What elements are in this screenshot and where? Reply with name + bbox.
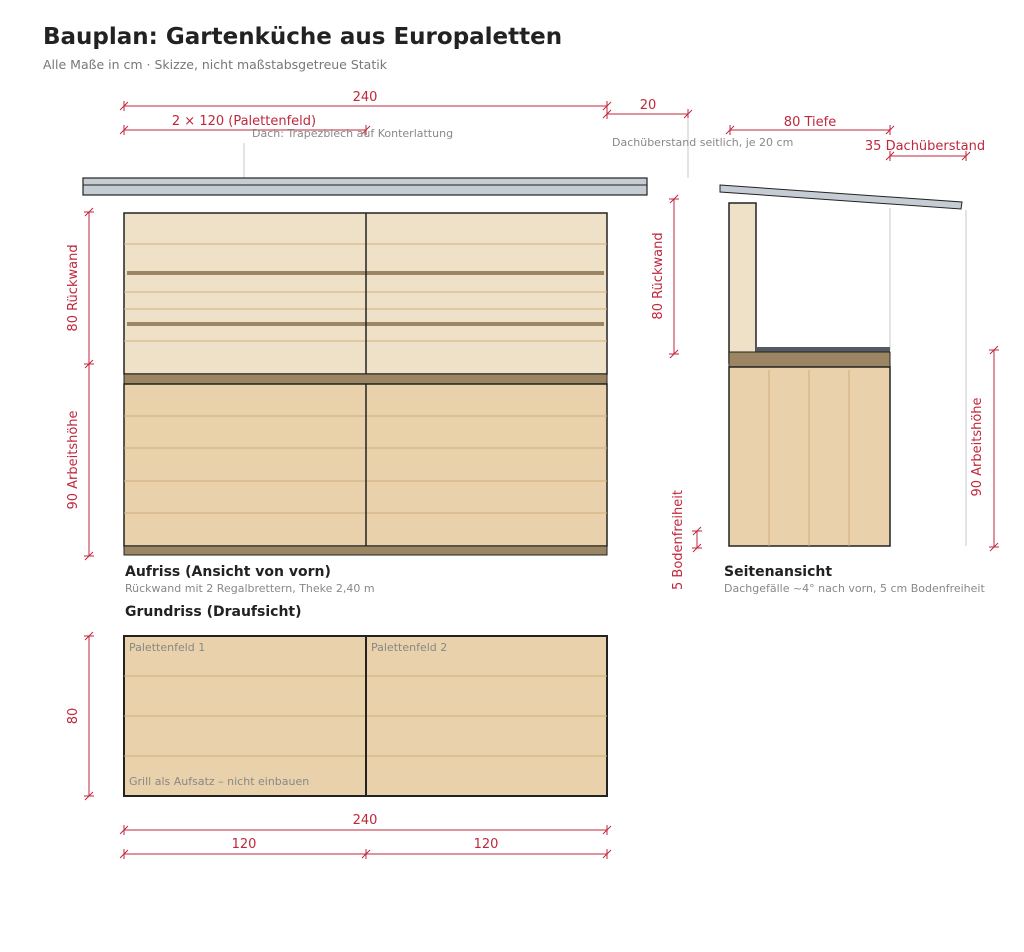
dim-front-total-label: 240 xyxy=(352,90,378,105)
side-caption-sub: Dachgefälle ~4° nach vorn, 5 cm Bodenfreiheit xyxy=(724,582,985,595)
dim-plan-half-1-label: 120 xyxy=(231,837,257,852)
plan-field-2-label: Palettenfeld 2 xyxy=(371,641,448,654)
dim-side-depth xyxy=(726,115,894,135)
dim-front-overhang xyxy=(603,98,692,119)
dim-plan-total xyxy=(120,813,611,835)
dim-side-depth-label: 80 Tiefe xyxy=(783,115,837,130)
grill-note: Grill als Aufsatz – nicht einbauen xyxy=(129,775,310,788)
front-roof xyxy=(83,178,647,195)
dim-side-work xyxy=(970,346,999,551)
dim-side-back-label: 80 Rückwand xyxy=(651,232,666,320)
dim-plan-depth-label: 80 xyxy=(66,707,81,725)
dim-plan-half-2-label: 120 xyxy=(473,837,499,852)
dim-front-work xyxy=(66,364,94,560)
plan-field-1-label: Palettenfeld 1 xyxy=(129,641,206,654)
side-counter-top xyxy=(729,352,890,367)
front-back-wall xyxy=(124,213,607,374)
front-caption: Aufriss (Ansicht von vorn) xyxy=(125,564,331,580)
dim-front-back-label: 80 Rückwand xyxy=(66,244,81,332)
front-caption-sub: Rückwand mit 2 Regalbrettern, Theke 2,40 m xyxy=(125,582,375,595)
dim-side-work-label: 90 Arbeitshöhe xyxy=(970,397,985,497)
dim-plan-depth xyxy=(66,632,94,800)
side-caption: Seitenansicht xyxy=(724,564,833,580)
dim-side-ground-label: 5 Bodenfreiheit xyxy=(671,490,686,590)
dim-plan-total-label: 240 xyxy=(352,813,378,828)
overhang-note: Dachüberstand seitlich, je 20 cm xyxy=(612,136,794,149)
plan-caption: Grundriss (Draufsicht) xyxy=(125,604,302,620)
side-view xyxy=(651,115,999,595)
side-countertop-cover xyxy=(757,347,890,352)
dim-plan-halves xyxy=(120,837,611,859)
dim-front-field-label: 2 × 120 (Palettenfeld) xyxy=(171,114,317,129)
dim-front-overhang-label: 20 xyxy=(639,98,657,113)
dim-front-work-label: 90 Arbeitshöhe xyxy=(66,410,81,510)
side-back-wall xyxy=(729,203,756,363)
front-counter-body xyxy=(124,384,607,546)
page-title: Bauplan: Gartenküche aus Europaletten xyxy=(43,24,563,50)
front-counter-top xyxy=(124,374,607,384)
dim-side-overhang xyxy=(865,139,985,161)
dim-side-back xyxy=(651,195,679,358)
dim-side-ground xyxy=(671,490,702,590)
roof-note: Dach: Trapezblech auf Konterlattung xyxy=(252,127,454,140)
side-counter-body xyxy=(729,367,890,546)
dim-front-back xyxy=(66,208,94,368)
front-base-pallet xyxy=(124,546,607,555)
dim-side-overhang-label: 35 Dachüberstand xyxy=(864,139,986,154)
plan-view xyxy=(66,604,611,859)
page-subtitle: Alle Maße in cm · Skizze, nicht maßstabsgetreue Statik xyxy=(43,57,387,72)
dim-front-total xyxy=(120,90,611,111)
